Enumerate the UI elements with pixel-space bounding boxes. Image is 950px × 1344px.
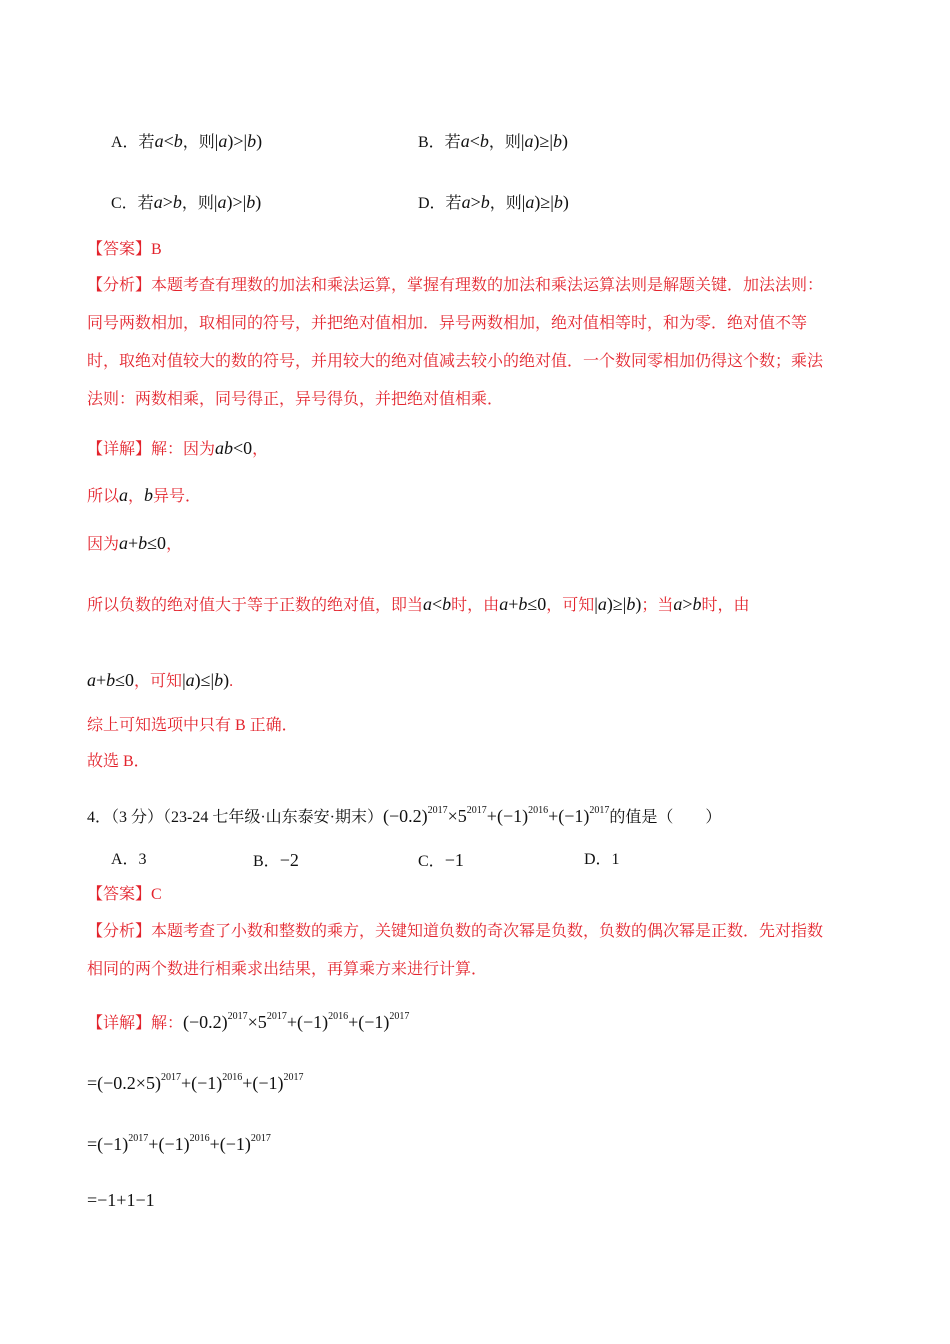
math-expression: b	[553, 192, 563, 212]
text-segment: C．	[418, 853, 445, 870]
math-expression: >	[162, 192, 173, 212]
math-expression: b	[247, 131, 257, 151]
math-expression: )≥|	[606, 594, 627, 614]
math-expression: a	[185, 670, 195, 690]
math-expression: b	[173, 131, 183, 151]
math-expression: |	[213, 192, 218, 212]
text-segment: D．1	[584, 851, 620, 868]
math-expression: a	[460, 131, 470, 151]
math-expression: b	[246, 192, 256, 212]
text-segment: 【答案】B	[87, 241, 162, 258]
math-expression: |	[182, 670, 186, 690]
text-segment: ，则	[181, 195, 214, 212]
text-segment: 【详解】解：	[87, 1015, 184, 1032]
text-segment: D．若	[418, 195, 462, 212]
math-expression: 2017	[389, 1011, 410, 1022]
math-expression: b	[214, 670, 224, 690]
text-segment: ，可知	[546, 597, 595, 614]
math-expression: (−0.2)	[183, 1012, 228, 1032]
text-segment: 【分析】本题考查有理数的加法和乘法运算，掌握有理数的加法和乘法运算法则是解题关键．加法法则：	[87, 277, 824, 294]
math-expression: 2016	[328, 1011, 349, 1022]
math-expression: )	[256, 131, 263, 151]
math-expression: 2017	[128, 1133, 149, 1144]
detail-3-line6	[87, 714, 298, 738]
answer-4	[87, 883, 162, 907]
answer-3	[87, 238, 162, 262]
math-expression: b	[172, 192, 182, 212]
math-expression: b	[626, 594, 636, 614]
math-expression: b	[480, 192, 490, 212]
math-expression: (−0.2)	[383, 806, 428, 826]
math-expression: ≤0	[115, 670, 135, 690]
text-segment: 时，由	[701, 597, 750, 614]
option-4b	[253, 848, 299, 874]
text-segment: A．若	[111, 134, 155, 151]
text-segment: 同号两数相加，取相同的符号，并把绝对值相加．异号两数相加，绝对值相等时，和为零．绝对值不等	[87, 315, 808, 332]
option-d	[418, 190, 569, 216]
math-expression: +(−1)	[180, 1073, 223, 1093]
math-expression: −2	[279, 850, 299, 870]
text-segment: ，则	[182, 134, 215, 151]
math-expression: )≥|	[534, 192, 554, 212]
detail-4-line1	[87, 1005, 409, 1036]
math-expression: a	[153, 192, 163, 212]
math-expression: a	[119, 533, 129, 553]
math-expression: )≤|	[194, 670, 215, 690]
detail-3-line5	[87, 668, 233, 694]
math-expression: )	[561, 131, 568, 151]
detail-4-line4	[87, 1188, 155, 1214]
math-expression: 2017	[466, 805, 487, 816]
math-expression: )	[255, 192, 262, 212]
math-expression: 2017	[283, 1072, 304, 1083]
math-expression: b	[479, 131, 489, 151]
text-segment: 异号．	[153, 488, 202, 505]
math-expression: )≥|	[533, 131, 553, 151]
text-segment: B．若	[418, 134, 461, 151]
detail-3-line3	[87, 531, 182, 557]
math-expression: +(−1)	[148, 1134, 190, 1154]
math-expression: b	[138, 533, 148, 553]
text-segment: 所以负数的绝对值大于等于正数的绝对值，即当	[87, 597, 424, 614]
math-expression: −1	[444, 850, 464, 870]
math-expression: +(−1)	[486, 806, 529, 826]
math-expression: )>|	[227, 131, 248, 151]
math-expression: ab	[215, 438, 234, 458]
math-expression: a	[499, 594, 509, 614]
detail-3-line7	[87, 750, 150, 774]
analysis-3-line2	[87, 312, 807, 336]
detail-4-line2	[87, 1066, 304, 1097]
text-segment: ，	[252, 441, 269, 458]
detail-3-line1	[87, 436, 268, 462]
math-expression: <	[163, 131, 174, 151]
math-expression: |	[214, 131, 219, 151]
analysis-3-line4	[87, 388, 503, 412]
math-expression: =(−1)	[87, 1134, 129, 1154]
math-expression: a	[154, 131, 164, 151]
math-expression: +(−1)	[348, 1012, 390, 1032]
math-expression: +(−1)	[548, 806, 590, 826]
math-expression: <	[432, 594, 443, 614]
text-segment: ，则	[489, 195, 522, 212]
text-segment: 【分析】本题考查了小数和整数的乘方，关键知道负数的奇次幂是负数，负数的偶次幂是正数．先对指数	[87, 923, 824, 940]
text-segment: ，则	[488, 134, 521, 151]
analysis-3-line3	[87, 350, 823, 374]
text-segment: 时，由	[451, 597, 500, 614]
question-4	[87, 799, 721, 830]
math-expression: a	[87, 670, 96, 690]
text-segment: .	[229, 673, 234, 690]
math-expression: a	[524, 131, 534, 151]
math-expression: ≤0	[147, 533, 167, 553]
math-expression: b	[552, 131, 562, 151]
text-segment: B．	[253, 853, 280, 870]
math-expression: >	[682, 594, 693, 614]
math-expression: )>|	[226, 192, 247, 212]
math-expression: b	[106, 670, 116, 690]
math-expression: a	[525, 192, 535, 212]
analysis-3-line1	[87, 274, 823, 298]
math-expression: 2017	[266, 1011, 287, 1022]
math-expression: |	[521, 192, 526, 212]
math-expression: a	[597, 594, 607, 614]
math-expression: |	[520, 131, 525, 151]
text-segment: ，可知	[134, 673, 183, 690]
text-segment: 因为	[87, 536, 120, 553]
text-segment: 法则：两数相乘，同号得正，异号得负，并把绝对值相乘．	[87, 391, 504, 408]
math-expression: a	[423, 594, 433, 614]
analysis-4-line1	[87, 920, 823, 944]
math-expression: b	[442, 594, 452, 614]
text-segment: 故选 B．	[87, 753, 150, 770]
math-expression: 2016	[528, 805, 549, 816]
math-expression: +	[128, 533, 139, 553]
math-expression: 2017	[160, 1072, 181, 1083]
math-expression: =(−0.2×5)	[87, 1073, 161, 1093]
text-segment: 相同的两个数进行相乘求出结果，再算乘方来进行计算．	[87, 961, 488, 978]
math-expression: a	[673, 594, 683, 614]
math-expression: =−1+1−1	[87, 1190, 155, 1210]
math-expression: ×5	[247, 1012, 267, 1032]
math-expression: 2016	[222, 1072, 243, 1083]
text-segment: C．若	[111, 195, 154, 212]
text-segment: 的值是（ ）	[609, 809, 722, 826]
math-expression: 2017	[427, 805, 448, 816]
text-segment: 时，取绝对值较大的数的符号，并用较大的绝对值减去较小的绝对值．一个数同零相加仍得这个数；乘法	[87, 353, 824, 370]
math-expression: a	[217, 192, 227, 212]
math-expression: b	[518, 594, 528, 614]
math-expression: +(−1)	[242, 1073, 284, 1093]
text-segment: 4．（3 分）（23-24 七年级·山东泰安·期末）	[87, 809, 383, 826]
math-expression: +(−1)	[286, 1012, 329, 1032]
text-segment: ；当	[641, 597, 674, 614]
option-4a	[111, 848, 147, 872]
detail-3-line4	[87, 592, 750, 618]
math-expression: b	[692, 594, 702, 614]
option-c	[111, 190, 261, 216]
analysis-4-line2	[87, 958, 487, 982]
detail-3-line2	[87, 483, 201, 509]
math-expression: |	[594, 594, 598, 614]
math-expression: )	[223, 670, 230, 690]
math-expression: b	[144, 485, 154, 505]
math-expression: 2017	[589, 805, 610, 816]
math-expression: 2016	[189, 1133, 210, 1144]
math-expression: a	[218, 131, 228, 151]
option-4d	[584, 848, 620, 872]
math-expression: )	[635, 594, 642, 614]
math-expression: ≤0	[527, 594, 547, 614]
math-expression: +(−1)	[209, 1134, 251, 1154]
math-expression: )	[562, 192, 569, 212]
math-expression: ×5	[447, 806, 467, 826]
math-expression: <	[469, 131, 480, 151]
text-segment: ，	[128, 488, 145, 505]
math-expression: a	[461, 192, 471, 212]
math-expression: >	[470, 192, 481, 212]
text-segment: 所以	[87, 488, 120, 505]
option-4c	[418, 848, 464, 874]
option-a	[111, 129, 262, 155]
text-segment: 【详解】解：因为	[87, 441, 216, 458]
math-expression: <0	[233, 438, 253, 458]
text-segment: 综上可知选项中只有 B 正确．	[87, 717, 298, 734]
math-expression: 2017	[250, 1133, 271, 1144]
detail-4-line3	[87, 1127, 271, 1158]
math-expression: +	[96, 670, 107, 690]
text-segment: A．3	[111, 851, 147, 868]
text-segment: 【答案】C	[87, 886, 162, 903]
math-expression: +	[508, 594, 519, 614]
text-segment: ，	[166, 536, 183, 553]
math-expression: a	[119, 485, 129, 505]
math-expression: 2017	[227, 1011, 248, 1022]
option-b	[418, 129, 568, 155]
